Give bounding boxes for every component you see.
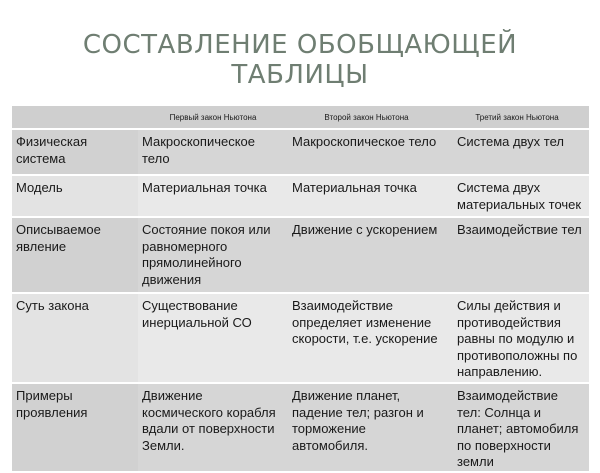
slide-title-line-1: СОСТАВЛЕНИЕ ОБОБЩАЮЩЕЙ	[82, 30, 518, 60]
table-row	[12, 129, 589, 175]
table-cell: Движение космического корабля вдали от поверхности Земли.	[138, 383, 288, 472]
table-row	[12, 175, 589, 217]
table-row	[12, 293, 589, 383]
slide-title	[0, 30, 600, 90]
header-cell-second-law: Второй закон Ньютона	[288, 106, 445, 129]
header-cell-empty	[12, 106, 138, 129]
row-label: Модель	[12, 175, 138, 217]
table-cell: Движение с ускорением	[288, 217, 445, 293]
row-label: Примеры проявления	[12, 383, 138, 472]
table-cell: Взаимодействие тел: Солнца и планет; автомобиля по поверхности земли	[445, 383, 589, 472]
table-cell: Взаимодействие тел	[445, 217, 589, 293]
summary-table	[12, 106, 589, 473]
row-label: Суть закона	[12, 293, 138, 383]
table-cell: Существование инерциальной СО	[138, 293, 288, 383]
row-label: Физическая система	[12, 129, 138, 175]
table-cell: Состояние покоя или равномерного прямолинейного движения	[138, 217, 288, 293]
table-cell: Силы действия и противодействия равны по модулю и противоположны по направлению.	[445, 293, 589, 383]
slide-title-line-2: ТАБЛИЦЫ	[231, 60, 369, 90]
table-row	[12, 383, 589, 472]
table-cell: Движение планет, падение тел; разгон и торможение автомобиля.	[288, 383, 445, 472]
table-cell: Материальная точка	[288, 175, 445, 217]
table-cell: Система двух материальных точек	[445, 175, 589, 217]
table-cell: Макроскопическое тело	[138, 129, 288, 175]
table-cell: Макроскопическое тело	[288, 129, 445, 175]
header-cell-third-law: Третий закон Ньютона	[445, 106, 589, 129]
table-row	[12, 217, 589, 293]
row-label: Описываемое явление	[12, 217, 138, 293]
table-cell: Взаимодействие определяет изменение скорости, т.е. ускорение	[288, 293, 445, 383]
table-header-row	[12, 106, 589, 129]
header-cell-first-law: Первый закон Ньютона	[138, 106, 288, 129]
table-cell: Материальная точка	[138, 175, 288, 217]
table-cell: Система двух тел	[445, 129, 589, 175]
